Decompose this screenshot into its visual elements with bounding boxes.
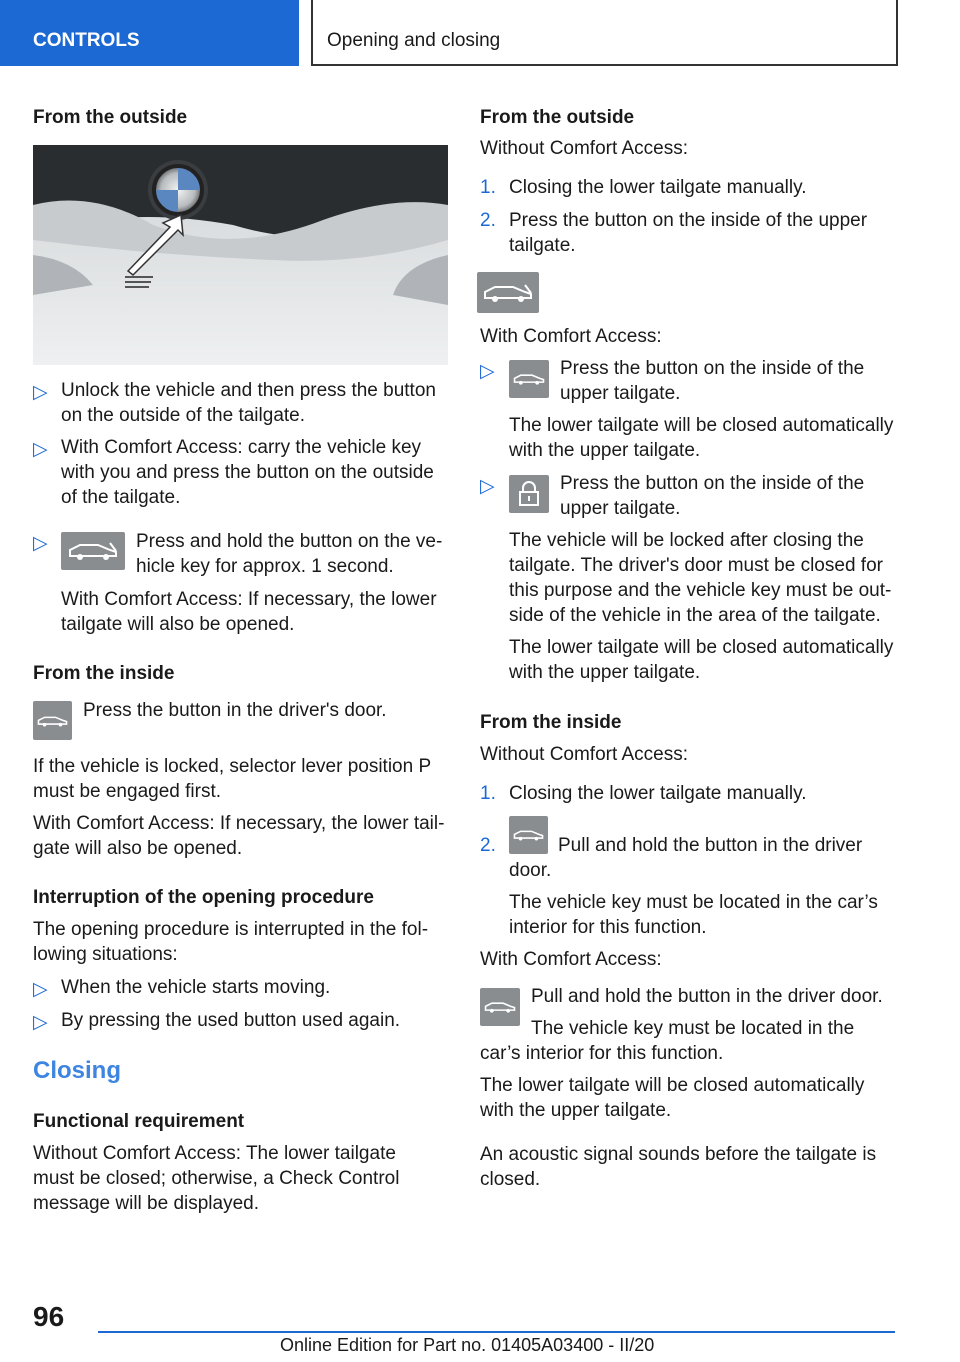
car-tailgate-icon xyxy=(509,360,549,398)
heading-from-outside: From the outside xyxy=(33,107,188,128)
bullet-text: With Comfort Access: carry the vehicle key xyxy=(61,437,422,458)
paragraph-line: The vehicle key must be located in the xyxy=(531,1018,855,1039)
step-text: door. xyxy=(509,860,552,881)
paragraph-line: Without Comfort Access: xyxy=(480,744,689,765)
heading-closing: Closing xyxy=(33,1057,121,1084)
paragraph-line: With Comfort Access: If necessary, the lower xyxy=(61,589,437,610)
bullet-text: Press the button on the inside of the xyxy=(560,473,865,494)
bullet-text: of the tailgate. xyxy=(61,487,181,508)
paragraph-line: Pull and hold the button in the driver door. xyxy=(531,986,883,1007)
bullet-icon: ▷ xyxy=(480,361,495,382)
paragraph-line: The lower tailgate will be closed automatically xyxy=(509,415,894,436)
bullet-text: upper tailgate. xyxy=(560,383,681,404)
paragraph-line: with the upper tailgate. xyxy=(480,1100,672,1121)
edition-info: Online Edition for Part no. 01405A03400 - II/20 xyxy=(280,1335,655,1355)
paragraph-line: Without Comfort Access: The lower tailgate xyxy=(33,1143,396,1164)
paragraph-line: The vehicle will be locked after closing the xyxy=(509,530,864,551)
paragraph-line: tailgate will also be opened. xyxy=(61,614,295,635)
car-tailgate-icon xyxy=(61,532,125,570)
paragraph-line: With Comfort Access: xyxy=(480,326,662,347)
chapter-header xyxy=(311,0,898,66)
paragraph-line: Without Comfort Access: xyxy=(480,138,689,159)
bullet-text: with you and press the button on the outside xyxy=(61,462,434,483)
lock-icon xyxy=(509,475,549,513)
car-tailgate-icon xyxy=(509,816,548,854)
bullet-icon: ▷ xyxy=(33,979,48,1000)
step-text: Pull and hold the button in the driver xyxy=(558,835,863,856)
heading-interruption: Interruption of the opening procedure xyxy=(33,887,374,908)
bullet-icon: ▷ xyxy=(480,476,495,497)
paragraph-line: The lower tailgate will be closed automatically xyxy=(509,637,894,658)
step-text: Closing the lower tailgate manually. xyxy=(509,177,807,198)
heading-functional-requirement: Functional requirement xyxy=(33,1111,245,1132)
paragraph-line: must be engaged first. xyxy=(33,781,221,802)
paragraph-line: The vehicle key must be located in the car’s xyxy=(509,892,878,913)
step-number: 1. xyxy=(480,783,496,804)
bullet-text: on the outside of the tailgate. xyxy=(61,405,306,426)
bullet-text: hicle key for approx. 1 second. xyxy=(136,556,394,577)
bullet-text: Press and hold the button on the ve‐ xyxy=(136,531,443,552)
bullet-text: Unlock the vehicle and then press the button xyxy=(61,380,436,401)
step-number: 1. xyxy=(480,177,496,198)
paragraph-line: interior for this function. xyxy=(509,917,707,938)
bullet-text: By pressing the used button used again. xyxy=(61,1010,401,1031)
paragraph-line: this purpose and the vehicle key must be out‐ xyxy=(509,580,892,601)
paragraph-line: with the upper tailgate. xyxy=(509,662,701,683)
step-number: 2. xyxy=(480,835,496,856)
car-tailgate-icon xyxy=(477,272,539,313)
step-text: Closing the lower tailgate manually. xyxy=(509,783,807,804)
car-tailgate-icon xyxy=(480,988,520,1026)
paragraph-line: with the upper tailgate. xyxy=(509,440,701,461)
paragraph-line: The lower tailgate will be closed automatically xyxy=(480,1075,865,1096)
paragraph-line: must be closed; otherwise, a Check Control xyxy=(33,1168,400,1189)
tailgate-button-photo xyxy=(33,145,448,365)
paragraph-line: lowing situations: xyxy=(33,944,178,965)
paragraph-line: Press the button in the driver's door. xyxy=(83,700,387,721)
step-text: Press the button on the inside of the upper xyxy=(509,210,868,231)
section-label: CONTROLS xyxy=(33,30,140,51)
heading-from-inside: From the inside xyxy=(480,712,622,733)
section-tab xyxy=(0,0,299,66)
car-tailgate-icon xyxy=(33,701,72,740)
heading-from-outside: From the outside xyxy=(480,107,635,128)
paragraph-line: An acoustic signal sounds before the tailgate is xyxy=(480,1144,877,1165)
bullet-text: upper tailgate. xyxy=(560,498,681,519)
bullet-icon: ▷ xyxy=(33,439,48,460)
bullet-icon: ▷ xyxy=(33,382,48,403)
paragraph-line: gate will also be opened. xyxy=(33,838,243,859)
paragraph-line: With Comfort Access: xyxy=(480,949,662,970)
paragraph-line: With Comfort Access: If necessary, the lower tail‐ xyxy=(33,813,445,834)
heading-from-inside: From the inside xyxy=(33,663,175,684)
paragraph-line: car’s interior for this function. xyxy=(480,1043,724,1064)
paragraph-line: message will be displayed. xyxy=(33,1193,260,1214)
paragraph-line: side of the vehicle in the area of the tailgate. xyxy=(509,605,881,626)
page-number: 96 xyxy=(33,1301,65,1332)
bullet-text: When the vehicle starts moving. xyxy=(61,977,331,998)
bullet-icon: ▷ xyxy=(33,533,48,554)
paragraph-line: closed. xyxy=(480,1169,541,1190)
bullet-text: Press the button on the inside of the xyxy=(560,358,865,379)
paragraph-line: If the vehicle is locked, selector lever position P xyxy=(33,756,432,777)
bullet-icon: ▷ xyxy=(33,1012,48,1033)
step-number: 2. xyxy=(480,210,496,231)
paragraph-line: The opening procedure is interrupted in the fol‐ xyxy=(33,919,429,940)
step-text: tailgate. xyxy=(509,235,576,256)
chapter-title: Opening and closing xyxy=(327,30,501,51)
paragraph-line: tailgate. The driver's door must be closed for xyxy=(509,555,883,576)
